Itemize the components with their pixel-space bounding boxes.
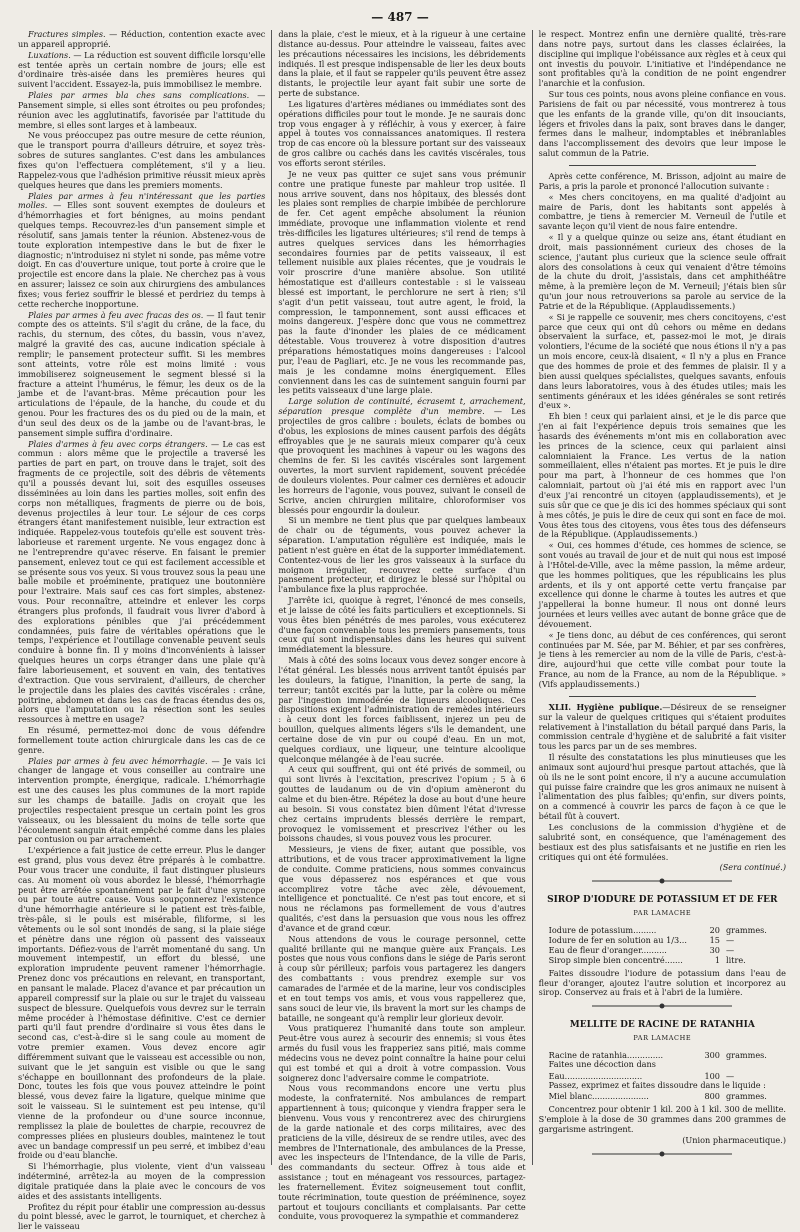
ingredient-name: Sirop simple bien concentré.......: [548, 954, 683, 965]
paragraph-text: Les ligatures d'artères médianes ou immédiates sont des opérations difficiles pour tout le monde. Je ne saurais donc trop vous engager à y réfléchir, à vous y exercer, à faire appel à toutes vos connaissances anatomiques. Il restera trop de cas encore où la blessure portant sur des vaisseaux de gros calibre ou cachés dans les cavités viscérales, tous vos efforts seront stériles.: [278, 98, 526, 168]
paragraph: [18, 726, 265, 756]
ornament-divider: [539, 877, 786, 888]
paragraph-text: Messieurs, je viens de fixer, autant que possible, vos attributions, et de vous tracer approximativement la ligne de conduite. Comme praticiens, nous sommes convaincus que vous dépasserez nos espérances et que vous accomplirez votre tâche avec zèle, dévouement, intelligence et ponctualité. Ce n'est pas tout encore, et si nous ne réclamons pas formellement de vous d'autres qualités, c'est dans la persuasion que vous nous les offrez d'avance et de grand cœur.: [278, 844, 526, 933]
recipe-source: (Union pharmaceutique.): [682, 1135, 786, 1145]
paragraph-text: J'arrête ici, quoique à regret, l'énoncé de mes conseils, et je laisse de côté les faits particuliers et exceptionnels. Si vous êtes bien pénétrés de mes paroles, vous exécuterez d'une façon convenable tous les premiers pansements, tous ceux qui sont indispensables dans les heures qui suivent immédiatement la blessure.: [278, 595, 526, 655]
paragraph: [278, 765, 525, 844]
paragraph: [539, 863, 786, 873]
paragraph: [18, 131, 265, 190]
paragraph-text: — Réduction, contention exacte avec un appareil approprié.: [18, 29, 266, 49]
paragraph: [278, 397, 525, 515]
paragraph-text: — Le cas est commun : alors même que le projectile a traversé les parties de part en part, on trouve dans le trajet, soit des fragments de ce projectile, soit des débris de vêtements qu'il a poussés devant lui, soit des esquilles osseuses disséminées au loin dans les parties molles, soit enfin des corps non métalliques, fragments de pierre ou de bois, devenus projectiles à leur tour. Le séjour de ces corps étrangers étant manifestement nuisible, leur extraction est indiquée. Rappelez-vous toutefois qu'elle est souvent très-laborieuse et rarement urgente. Ne vous engagez donc à ne l'entreprendre qu'avec réserve. En faisant le premier pansement, enlevez tout ce qui est facilement accessible et se présente sous vos yeux. Si vous trouvez sous la peau une balle mobile et proéminente, pratiquez une boutonnière pour l'extraire. Mais sauf ces cas fort simples, abstenez-vous. Pour reconnaître, atteindre et enlever les corps étrangers plus profonds, il faudrait vous livrer d'abord à des explorations pénibles que j'ai précédemment condamnées, puis faire de véritables opérations que le temps, l'expérience et l'outillage convenable peuvent seuls conduire à bonne fin. Il y moins d'inconvénients à laisser quelques heures un corps étranger dans une plaie qu'à faire laborieusement, et souvent en vain, des tentatives d'extraction. Que vous serviraient, d'ailleurs, de chercher le projectile dans les plaies des cavités viscérales : crâne, poitrine, abdomen et dans les cas de fracas étendus des os, alors que l'amputation ou la résection sont les seules ressources à mettre en usage?: [18, 438, 266, 725]
paragraph: [18, 846, 265, 1161]
paragraph: [18, 1162, 265, 1201]
paragraph: [539, 412, 786, 540]
ingredient-unit: grammes.: [725, 924, 767, 935]
recipe-author: PAR LAMACHE: [633, 908, 692, 917]
paragraph: [278, 30, 525, 99]
paragraph: [18, 757, 265, 846]
paragraph-text: Vous pratiquerez l'humanité dans toute son ampleur. Peut-être vous aurez à secourir des ennemis; si vous êtes armés du fusil vous les frapperiez sans pitié, mais comme médecins vous ne devez point connaître la haine pour celui qui est tombé et qui a droit à votre compassion. Vous soignerez donc l'adversaire comme le compatriote.: [278, 1023, 526, 1083]
paragraph: [18, 192, 265, 310]
section-divider: [569, 165, 756, 166]
paragraph-text: le respect. Montrez enfin une dernière qualité, très-rare dans notre pays, surtout dans les classes éclairées, la discipline qui implique l'obéissance aux règles et à ceux qui ont investis du pouvoir. L'initiative et l'indépendance ne sont profitables qu'à la condition de ne point engendrer l'anarchie et la confusion.: [538, 29, 786, 89]
paragraph: [539, 193, 786, 232]
paragraph: [539, 313, 786, 411]
ingredient-unit: grammes.: [725, 1049, 767, 1060]
paragraph: [278, 516, 525, 595]
ingredient-qty: 800: [704, 1091, 720, 1102]
recipe-note: Faites dissoudre l'iodure de potassium dans l'eau de fleur d'oranger, ajoutez l'autre solution et incorporez au sirop. Conservez au frais et à l'abri de la lumière.: [538, 967, 786, 998]
recipe-sirop: [539, 896, 786, 998]
ingredient-row: [539, 925, 786, 935]
recipe-ingredients: [539, 1091, 786, 1101]
section-divider: [569, 696, 756, 697]
ingredient-qty: 15: [709, 934, 720, 945]
paragraph-text: Les conclusions de la commission d'hygiène et de salubrité sont, en conséquence, que l'aménagement des bestiaux est des plus satisfaisants et ne justifie en rien les critiques qui ont été formulées.: [538, 821, 786, 862]
paragraph-lead: Plaies par armes à feu avec fracas des os.: [28, 309, 204, 320]
paragraph-text: « Oui, ces hommes d'étude, ces hommes de science, se sont voués au travail de jour et de nuit qui nous est imposé à l'Hôtel-de-Ville, avec la même passion, la même ardeur, que les hommes politiques, que les républicains les plus ardents, et ils y ont apporté cette vertu française par excellence qui donne le charme à toutes les autres et que j'appellerai la bonne humeur. Il nous ont donné leurs journées et leurs veilles avec autant de bonne grâce que de dévouement.: [538, 540, 786, 629]
ornament-divider: [539, 1150, 786, 1161]
paragraph-text: A ceux qui souffrent, qui ont été privés de sommeil, ou qui sont livrés à l'excitation, prescrivez l'opium ; 5 à 6 gouttes de laudanum ou de vin d'opium amèneront du calme et du bien-être. Répétez la dose au bout d'une heure au besoin. Si vous constatez bien dûment l'état d'ivresse chez certains imprudents blessés derrière le rempart, provoquez le vomissement et prescrivez l'éther ou les boissons chaudes, si vous pouvez vous les procurer.: [278, 764, 526, 844]
paragraph-text: — La réduction est souvent difficile lorsqu'elle est tentée après un certain nombre de jours; elle est d'ordinaire très-aisée dans les premières heures qui suivent l'accident. Essayez-la, puis immobilisez le membre.: [18, 49, 266, 90]
paragraph: [18, 91, 265, 130]
paragraph: [278, 1024, 525, 1083]
ingredient-name: Iodure de fer en solution au 1/3...: [548, 934, 687, 945]
paragraph-text: « Mes chers concitoyens, en ma qualité d'adjoint au maire de Paris, dont les habitants sont appelés à combattre, je tiens à remercier M. Verneuil de l'utile et savante leçon qu'il vient de nous faire entendre.: [538, 191, 786, 232]
paragraph-text: — Elles sont souvent exemptes de douleurs et d'hémorrhagies et fort bénignes, au moins pendant quelques temps. Recouvrez-les d'un pansement simple et résolutif, sans jamais tenter la réunion. Abstenez-vous de toute exploration intempestive dans le but de fixer le diagnostic; n'introduisez ni stylet ni sonde, pas même votre doigt. En cas d'ouverture unique, tout porte à croire que le projectile est encore dans la plaie. Ne cherchez pas à vous en assurer; laissez ce soin aux chirurgiens des ambulances fixes; vous feriez souffrir le blessé et perdriez du temps à cette recherche inopportune.: [18, 200, 266, 309]
ingredient-unit: —: [725, 934, 735, 945]
ingredient-unit: —: [725, 1070, 735, 1081]
paragraph-lead: Plaies par armes à feu avec hémorrhagie.: [28, 755, 208, 766]
ingredient-name: Racine de ratanhia..............: [548, 1049, 664, 1060]
paragraph-text: —Désireux de se renseigner sur la valeur de quelques critiques qui s'étaient produites relativement à l'installation du bétail parqué dans Paris, la commission centrale d'hygiène et de salubrité a fait visiter tous les parcs par un de ses membres.: [538, 701, 786, 752]
ingredient-qty: 100: [704, 1070, 720, 1081]
column-middle: [271, 29, 531, 1222]
recipe-step: Passez, exprimez et faites dissoudre dans le liquide :: [548, 1079, 766, 1090]
paragraph-text: — Les projectiles de gros calibre : boulets, éclats de bombes ou d'obus, les explosions de mines causent parfois des dégâts effroyables que je ne saurais mieux comparer qu'à ceux que provoquent les machines à vapeur ou les wagons des chemins de fer. Si les cavités viscérales sont largement ouvertes, la mort survient rapidement, souvent précédée de douleurs violentes. Pour calmer ces dernières et adoucir les horreurs de l'agonie, vous pouvez, suivant le conseil de Scrive, ancien chirurgien militaire, chloroformiser vos blessés pour engourdir la douleur.: [278, 406, 526, 515]
ingredient-qty: 1: [714, 954, 720, 965]
paragraph-lead: Plaies d'armes à feu avec corps étrangers.: [28, 438, 208, 449]
column-left: [12, 29, 271, 1232]
recipe-note: Concentrez pour obtenir 1 kil. 200 à 1 kil. 300 de mellite. S'emploie à la dose de 30 grammes dans 200 grammes de gargarisme astringent.: [538, 1104, 786, 1135]
paragraph: [539, 541, 786, 630]
ingredient-unit: litre.: [725, 954, 746, 965]
paragraph: [18, 440, 265, 725]
paragraph-lead: Large solution de continuité, écrasemt t, arrachement, séparation presque complète d'un membre.: [278, 396, 526, 417]
paragraph-text: — Pansement simple, si elles sont étroites ou peu profondes; réunion avec les agglutinatifs, favorisée par l'attitude du membre, si elles sont larges et à lambeaux.: [18, 90, 266, 130]
paragraph: [539, 172, 786, 192]
paragraph-lead: Plaies par armes à feu n'intéressant que les parties molles.: [18, 190, 266, 211]
column-right: [532, 30, 792, 1165]
ingredient-name: Iodure de potassium.........: [548, 924, 657, 935]
paragraph-text: Nous attendons de vous le courage personnel, cette qualité brillante qui ne manque guère aux Français. Les postes que nous vous confions dans le siége de Paris seront à coup sûr périlleux; parfois vous partagerez les dangers des combattants : vous prendrez exemple sur vos camarades de l'armée et de la marine, leur vos condisciples et en tout temps vos amis, et vous vous rappellerez que, sans souci de leur vie, ils bravent la mort sur les champs de bataille, ne songeant qu'à remplir leur glorieux devoir.: [278, 933, 526, 1023]
paragraph-text: dans la plaie, c'est le mieux, et à la rigueur à une certaine distance au-dessus. Pour atteindre le vaisseau, faites avec les précautions nécessaires les incisions, les débridements indiqués. Il est presque indispensable de lier les deux bouts dans la plaie, et il faut se rappeler qu'ils peuvent être assez distants, le projectile leur ayant fait subir une sorte de perte de substance.: [278, 29, 526, 99]
paragraph-lead: Luxations.: [28, 49, 71, 60]
paragraph-text: L'expérience a fait justice de cette erreur. Plus le danger est grand, plus vous devez être préparés à le combattre. Pour vous tracer une conduite, il faut distinguer plusieurs cas. Au moment où vous abordez le blessé, l'hémorrhagie peut être arrêtée spontanément par le fait d'une syncope ou par toute autre cause. Vous soupçonnerez l'existence d'une hémorrhagie antérieure si le patient est très-faible, très-pâle, si le pouls est misérable, filiforme, si les vêtements ou le sol sont inondés de sang, si la plaie siége et pénètre dans une région où passent des vaisseaux importants. Défiez-vous de l'arrêt momentané du sang. Un mouvement intempestif, un effort du blessé, une exploration imprudente peuvent ramener l'hémorrhagie. Prenez donc vos précautions en relevant, en transportant, en pansant le malade. Placez d'avance et par précaution un appareil compressif sur la plaie ou sur le trajet du vaisseau suspect de blessure. Quelquefois vous devrez sur le terrain même procéder à l'hémostase définitive. C'est ce dernier parti qu'il faut prendre d'ordinaire si vous êtes dans le second cas, c'est-à-dire si le sang coule au moment de votre premier examen. Vous devez encore agir différemment suivant que le vaisseau est accessible ou non, suivant que le jet sanguin est visible ou que le sang s'échappe en bouillonnant des profondeurs de la plaie. Donc, toutes les fois que vous pouvez atteindre le point blessé, vous devez faire la ligature, quelque minime que soit le vaisseau. Si le suintement est peu intense, qu'il vienne de la profondeur ou d'une source inconnue, remplissez la plaie de boulettes de charpie, recouvrez de compresses pliées en plusieurs doubles, maintenez le tout avec un bandage compressif un peu serré, et imbibez d'eau froide ou d'eau blanche.: [18, 845, 266, 1161]
paragraph-text: Profitez du répit pour établir une compression au-dessus du point blessé, avec le garrot, le tourniquet, et cherchez à lier le vaisseau: [18, 1201, 266, 1232]
ingredient-unit: grammes.: [725, 1091, 767, 1102]
recipe-author: PAR LAMACHE: [633, 1033, 692, 1042]
paragraph-text: Si l'hémorrhagie, plus violente, vient d'un vaisseau indéterminé, arrêtez-la au moyen de la compression digitale pratiquée dans la plaie avec le concours de vos aides et des assistants intelligents.: [18, 1161, 266, 1201]
paragraph-text: Ne vous préoccupez pas outre mesure de cette réunion, que le transport pourra d'ailleurs détruire, et soyez très-sobres de sutures sanglantes. C'est dans les ambulances fixes qu'on l'effectuera complétement, s'il y a lieu. Rappelez-vous que l'adhésion primitive réussit mieux après quelques heures que dans les premiers moments.: [18, 130, 266, 190]
ingredient-row: [539, 955, 786, 965]
paragraph-text: Il résulte des constatations les plus minutieuses que les animaux sont aujourd'hui presque partout attachés, que là où ils ne le sont point encore, il n'y a aucune accumulation qui puisse faire craindre que les gros animaux ne nuisent à l'alimentation des plus faibles; qu'enfin, sur divers points, on a commencé à couvrir les parcs de façon à ce que le bétail fût à couvert.: [538, 752, 786, 822]
recipe-mellite: [539, 1021, 786, 1146]
ingredient-qty: 30: [709, 944, 720, 955]
paragraph: [18, 1203, 265, 1232]
ingredient-row: [539, 1091, 786, 1101]
paragraph: [539, 90, 786, 159]
ingredient-name: Miel blanc......................: [548, 1091, 649, 1102]
ornament-divider: [539, 1002, 786, 1013]
page-number: — 487 —: [371, 10, 429, 24]
paragraph: [539, 823, 786, 862]
paragraph: [539, 753, 786, 822]
paragraph: [539, 703, 786, 752]
paragraph: [278, 170, 525, 396]
paragraph: [278, 845, 525, 934]
paragraph: [18, 311, 265, 439]
paragraph: [18, 51, 265, 90]
recipe-title: MELLITE DE RACINE DE RATANHIA: [569, 1020, 755, 1031]
paragraph-text: Je ne veux pas quitter ce sujet sans vous prémunir contre une pratique funeste par mahleur trop usitée. Il nous arrive souvent, dans nos hôpitaux, des blessés dont les plaies sont remplies de charpie imbibée de perchlorure de fer. Cet agent empêche absolument la réunion immédiate, provoque une inflammation violente et rend très-difficiles les ligatures ultérieures; s'il rend de temps à autres quelques services dans les hémorrhagies secondaires fournies par de petits vaisseaux, il est tellement nuisible aux plaies récentes, que je voudrais le voir proscrire d'une manière absolue. Son utilité hémostatique est d'ailleurs contestable : si le vaisseau blessé est important, le perchlorure ne sert à rien; s'il s'agit d'un petit vaisseau, tout autre agent, le froid, la compression, le tamponnement, sont aussi efficaces et moins dangereux. J'espère donc que vous ne commettrez pas la faute d'inonder les plaies de ce médicament détestable. Vous trouverez à votre disposition d'autres préparations hémostatiques moins dangereuses : l'alcool pur, l'eau de Pagliari, etc. Je ne vous les recommande pas, mais je les condamne moins énergiquement. Elles conviennent dans les cas de suintement sanguin fourni par les petits vaisseaux d'une large plaie.: [278, 168, 526, 396]
paragraph-text: « Je tiens donc, au début de ces conférences, qui seront continuées par M. Sée, par M. Béhier, et par ses confrères, je tiens à les remercier au nom de la ville de Paris, c'est-à-dire, aujourd'hui que cette ville combat pour toute la France, au nom de la France, au nom de la République. » (Vifs applaudissements.): [538, 629, 786, 689]
paragraph-lead: Plaies par armes bla ches sans complications.: [28, 90, 250, 101]
paragraph-lead: XLII. Hygiène publique.: [548, 701, 663, 712]
paragraph-text: Eh bien ! ceux qui parlaient ainsi, et je le dis parce que j'en ai fait l'expérience depuis trois semaines que les hasards des événements m'ont mis en collaboration avec les princes de la science, ceux qui parlaient ainsi calomniaient la France. Les vertus de la nation sommeillaient, elles n'étaient pas mortes. Et je puis le dire pour ma part, à l'honneur de ces hommes que l'on calomniait, partout où j'ai été mis en rapport avec l'un d'eux j'ai rencontré un citoyen (applaudissements), et je suis sûr que ce que je dis ici des hommes spéciaux qui sont à mes côtés, je puis le dire de ceux qui sont en face de moi. Vous êtes tous des citoyens, vous êtes tous des défenseurs de la République. (Applaudissements.): [538, 411, 786, 540]
paragraph: [18, 30, 265, 50]
paragraph-text: (Sera continué.): [719, 862, 786, 873]
columns: [12, 29, 792, 1232]
paragraph: [278, 596, 525, 655]
recipe-step: Faites une décoction dans: [548, 1058, 656, 1069]
ingredient-row: [539, 935, 786, 945]
paragraph-text: — Je vais ici changer de langage et vous conseiller au contraire une intervention prompte, énergique, radicale. L'hémorrhagie est une des causes les plus communes de la mort rapide sur les champs de bataille. Jadis on croyait que les projectiles respectaient presque un certain point les gros vaisseaux, ou les blessaient du moins de telle sorte que l'écoulement sanguin était empêché comme dans les plaies par contusion ou par arrachement.: [18, 755, 266, 845]
recipe-title: SIROP D'IODURE DE POTASSIUM ET DE FER: [547, 895, 778, 906]
paragraph-text: En résumé, permettez-moi donc de vous défendre formellement toute action chirurgicale dans les cas de ce genre.: [18, 725, 266, 755]
ingredient-qty: 300: [704, 1049, 720, 1060]
ingredient-name: Eau..............................: [548, 1070, 643, 1081]
ingredient-qty: 20: [709, 924, 720, 935]
paragraph-text: Nous vous recommandons encore une vertu plus modeste, la confraternité. Nos ambulances de rempart appartiennent à tous; quiconque y viendra frapper sera le bienvenu. Vous vous y rencontrerez avec des chirurgiens de la garde nationale et des corps militaires, avec des praticiens de la ville, désireux de se rendre utiles, avec des membres de l'Internationale, des ambulances de la Presse, avec les inspecteurs de l'Intendance, de la ville de Paris, des commandants du secteur. Offrez à tous aide et assistance ; tout en ménageant vos ressources, partagez-les fraternellement. Évitez soigneusement tout conflit, toute récrimination, toute question de prééminence, soyez partout et toujours conciliants et complaisants. Par cette conduite, vous provoquerez la sympathie et commanderez: [278, 1083, 526, 1222]
ingredient-unit: —: [725, 944, 735, 955]
paragraph-lead: Fractures simples.: [28, 29, 106, 39]
ingredient-name: Eau de fleur d'oranger..........: [548, 944, 667, 955]
paragraph-text: « Il y a quelque quinze ou seize ans, étant étudiant en droit, mais passionnément curieux des choses de la science, j'autant plus curieux que la science seule offrait alors des consolations à ceux qui venaient d'être témoins de la chute du droit, j'assistais, dans cet amphithéâtre même, à la première leçon de M. Verneuil; j'étais bien sûr qu'un jour nous retrouverions sa parole au service de la Patrie et de la République. (Applaudissements.): [538, 232, 786, 311]
paragraph-text: « Si je rappelle ce souvenir, mes chers concitoyens, c'est parce que ceux qui ont dû cehors ou même en dedans observaient la surface, et, passez-moi le mot, je dirais volontiers, l'écume de la société que nous étions il n'y a pas un mois encore, ceux-là disaient, « Il n'y a plus en France que des hommes de proie et des femmes de plaisir. Il y a bien aussi quelques spécialistes, quelques savants, enfouis dans leurs laboratoires, vous à des études utiles; mais les sentiments généraux et les idées générales se sont retirés d'eux ».: [538, 311, 786, 411]
column-right-text: [539, 30, 786, 873]
paragraph: [539, 233, 786, 312]
paragraph-text: Mais à côté des soins locaux vous devez songer encore à l'état général. Les blessés nous arrivent tantôt épuisés par les douleurs, la fatigue, l'inanition, la perte de sang, la terreur; tantôt excités par la lutte, par la colère ou même par l'ingestion immodérée de liqueurs alcooliques. Ces dispositions exigent l'administration de remèdes intérieurs : à ceux dont les forces faiblissent, injerez un peu de bouillon, quelques aliments légers s'ils le demandent, une certaine dose de vin pur ou coupé d'eau. En un mot, quelques cordiaux, une liqueur, une teinture alcoolique quelconque mélangée à de l'eau sucrée.: [278, 655, 526, 764]
paragraph-text: Après cette conférence, M. Brisson, adjoint au maire de Paris, a pris la parole et prononcé l'allocution suivante :: [538, 170, 786, 191]
paragraph: [539, 30, 786, 89]
paragraph: [278, 1084, 525, 1222]
paragraph: [539, 631, 786, 690]
paragraph-text: — Il faut tenir compte des os atteints. S'il s'agit du crâne, de la face, du rachis, du sternum, des côtes, du bassin, vous n'avez, malgré la gravité des cas, aucune indication spéciale à remplir; le pansement protecteur suffit. Si les membres sont atteints, votre rôle est moins limité : vous immobiliserez soigneusement le segment blessé si la fracture a atteint l'humérus, le fémur, les deux os de la jambe et de l'avant-bras. Même précaution pour les articulations de l'épaule, de la hanche, du coude et du genou. Pour les fractures des os du pied ou de la main, et d'un seul des deux os de la jambe ou de l'avant-bras, le pansement simple suffira d'ordinaire.: [18, 309, 266, 438]
paragraph-text: Si un membre ne tient plus que par quelques lambeaux de chair ou de téguments, vous pouvez achever la séparation. L'amputation régulière est indiquée, mais le patient n'est guère en état de la supporter immédiatement. Contentez-vous de lier les gros vaisseaux à la surface du moignon irrégulier, recouvrez cette surface d'un pansement protecteur, et dirigez le blessé sur l'hôpital ou l'ambulance fixe la plus rapprochée.: [278, 515, 526, 595]
paragraph: [278, 935, 525, 1024]
paragraph-text: Sur tous ces points, nous avons pleine confiance en vous. Parisiens de fait ou par nécessité, vous montrerez à tous que les enfants de la grande ville, qu'on dit insouciants, légers et frivoles dans la paix, sont braves dans le danger, fermes dans le malheur, indomptables et inébranlables dans l'accomplissement des devoirs que leur impose le salut commun de la Patrie.: [538, 89, 786, 159]
paragraph: [278, 656, 525, 764]
recipe-ingredients: [539, 925, 786, 965]
paragraph: [278, 100, 525, 169]
ingredient-row: [539, 945, 786, 955]
